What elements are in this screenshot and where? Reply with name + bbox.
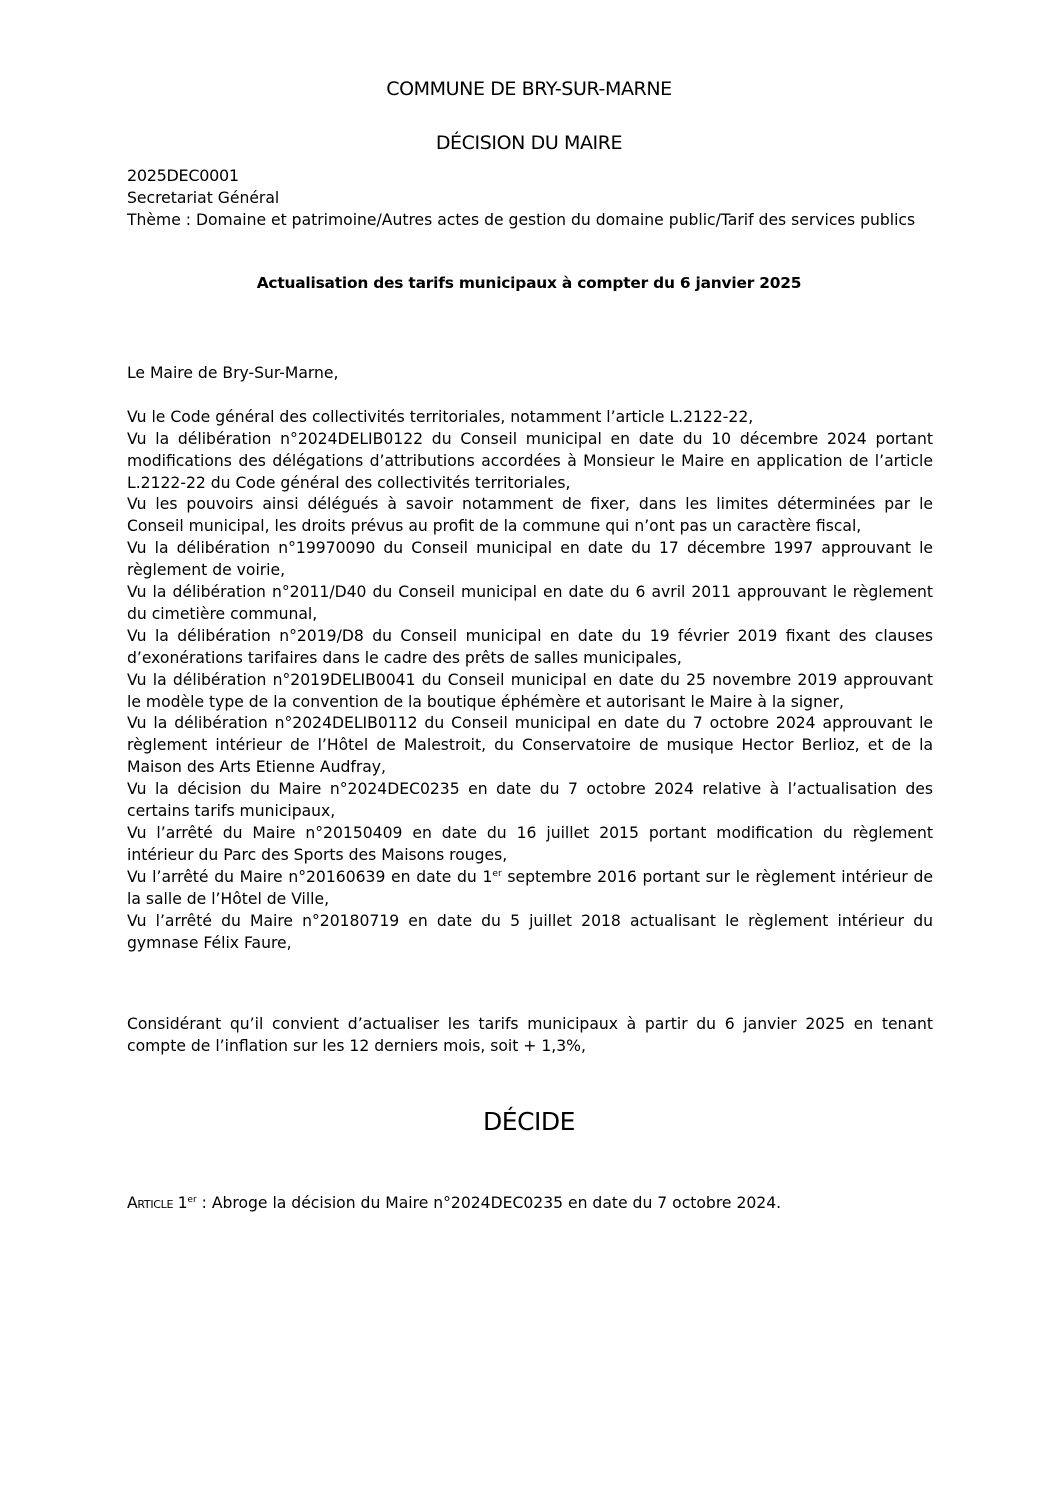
decision-meta [127, 165, 933, 231]
visa-item: Vu la délibération n°2019DELIB0041 du Conseil municipal en date du 25 novembre 2019 approuvant le modèle type de la convention de la boutique éphémère et autorisant le Maire à la signer, [127, 670, 933, 711]
visa-item: Vu la décision du Maire n°2024DEC0235 en date du 7 octobre 2024 relative à l’actualisation des certains tarifs municipaux, [127, 780, 933, 821]
article-text: : Abroge la décision du Maire n°2024DEC0235 en date du 7 octobre 2024. [196, 1194, 782, 1212]
decision-reference: 2025DEC0001 [127, 166, 239, 185]
considerant-paragraph: Considérant qu’il convient d’actualiser les tarifs municipaux à partir du 6 janvier 2025 en tenant compte de l’inflation sur les 12 derniers mois, soit + 1,3%, [127, 1015, 933, 1055]
visa-item: Vu la délibération n°19970090 du Conseil municipal en date du 17 décembre 1997 approuvant le règlement de voirie, [127, 539, 933, 580]
decision-subject: Actualisation des tarifs municipaux à compter du 6 janvier 2025 [256, 274, 802, 292]
decision-title: DÉCISION DU MAIRE [435, 132, 623, 154]
visa-item: Vu la délibération n°2011/D40 du Conseil municipal en date du 6 avril 2011 approuvant le règlement du cimetière communal, [127, 583, 933, 623]
article-1 [127, 1192, 933, 1214]
visa-item [127, 867, 933, 911]
mayor-address: Le Maire de Bry-Sur-Marne, [127, 364, 339, 382]
visas-section [127, 363, 933, 954]
visa-item: Vu la délibération n°2024DELIB0112 du Conseil municipal en date du 7 octobre 2024 approuvant le règlement intérieur de l’Hôtel de Malestroit, du Conservatoire de musique Hector Berlioz, et de la Maison des Arts Etienne Audfray, [127, 714, 933, 777]
ordinal-superscript: er [187, 1194, 197, 1205]
decide-heading: DÉCIDE [483, 1107, 575, 1136]
ordinal-superscript: er [492, 868, 502, 879]
visa-item: Vu les pouvoirs ainsi délégués à savoir notamment de fixer, dans les limites déterminées par le Conseil municipal, les droits prévus au profit de la commune qui n’ont pas un caractère fiscal, [127, 495, 933, 536]
visa-item: Vu l’arrêté du Maire n°20150409 en date du 16 juillet 2015 portant modification du règlement intérieur du Parc des Sports des Maisons rouges, [127, 824, 933, 864]
visa-item: Vu l’arrêté du Maire n°20180719 en date du 5 juillet 2018 actualisant le règlement intérieur du gymnase Félix Faure, [127, 911, 933, 952]
visa-item: Vu le Code général des collectivités territoriales, notamment l’article L.2122-22, [127, 407, 754, 426]
visa-item: Vu la délibération n°2024DELIB0122 du Conseil municipal en date du 10 décembre 2024 portant modifications des délégations d’attributions accordées à Monsieur le Maire en application de l’article L.2122-22 du Code général des collectivités territoriales, [127, 429, 933, 492]
visa-text: septembre 2016 portant sur le règlement intérieur de la salle de l’Hôtel de Ville, [127, 867, 933, 908]
visa-text: Vu l’arrêté du Maire n°20160639 en date du 1 [127, 867, 493, 886]
article-label: Article 1 [127, 1194, 188, 1212]
theme-line: Thème : Domaine et patrimoine/Autres actes de gestion du domaine public/Tarif des services publics [127, 211, 916, 229]
service-name: Secretariat Général [127, 189, 280, 207]
visa-item: Vu la délibération n°2019/D8 du Conseil municipal en date du 19 février 2019 fixant des clauses d’exonérations tarifaires dans le cadre des prêts de salles municipales, [127, 626, 933, 667]
commune-heading: COMMUNE DE BRY-SUR-MARNE [386, 78, 672, 100]
